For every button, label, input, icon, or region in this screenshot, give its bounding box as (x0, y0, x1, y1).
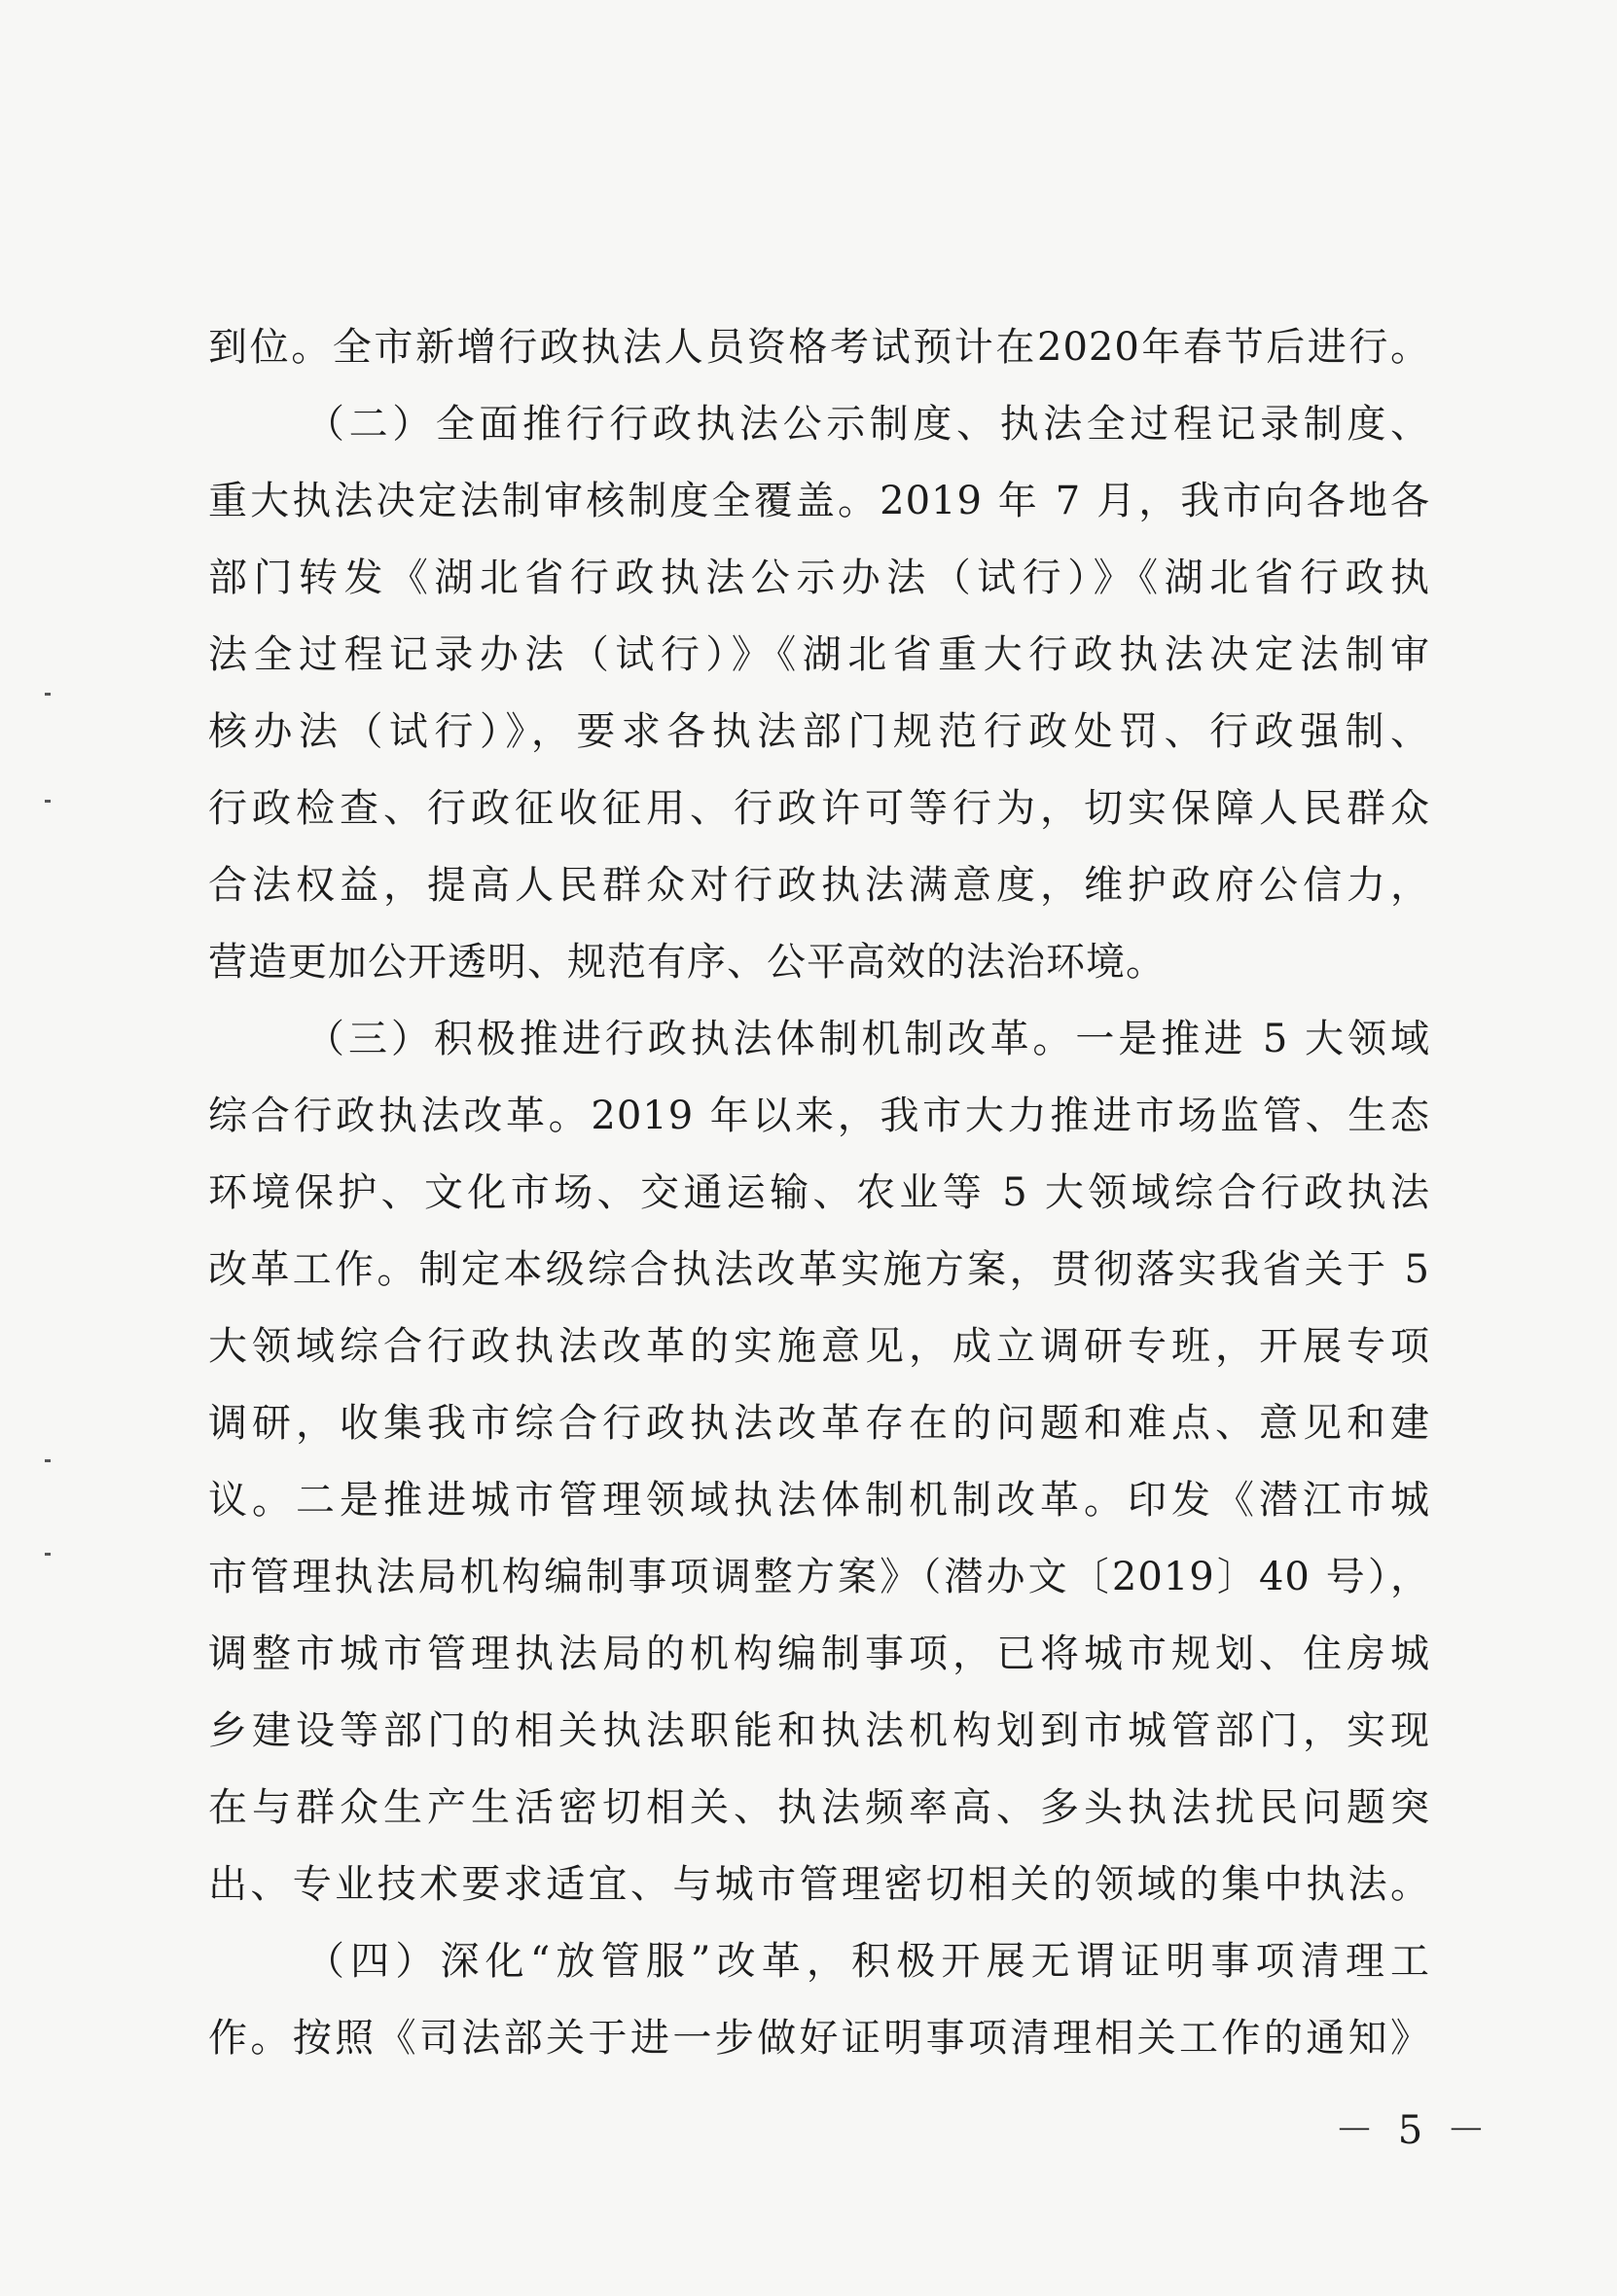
text-line: 作。按照《司法部关于进一步做好证明事项清理相关工作的通知》 (208, 2016, 1430, 2061)
text-line: 出、专业技术要求适宜、与城市管理密切相关的领域的集中执法。 (208, 1862, 1430, 1907)
text-line: 部门转发《湖北省行政执法公示办法（试行）》《湖北省行政执 (208, 556, 1430, 600)
text-line: 大领域综合行政执法改革的实施意见，成立调研专班，开展专项 (208, 1324, 1430, 1369)
text-line: 行政检查、行政征收征用、行政许可等行为，切实保障人民群众 (208, 786, 1430, 831)
section-heading-3: （三）积极推进行政执法体制机制改革。一是推进 5 大领域 (305, 1017, 1430, 1061)
text-line: 调研，收集我市综合行政执法改革存在的问题和难点、意见和建 (208, 1401, 1430, 1446)
text-line: 法全过程记录办法（试行）》《湖北省重大行政执法决定法制审 (208, 632, 1430, 677)
section-heading-2: （二）全面推行行政执法公示制度、执法全过程记录制度、 (305, 402, 1430, 447)
body-text (208, 309, 1430, 2077)
section-heading-4: （四）深化“放管服”改革，积极开展无谓证明事项清理工 (305, 1939, 1430, 1984)
text-line: 环境保护、文化市场、交通运输、农业等 5 大领域综合行政执法 (208, 1170, 1430, 1215)
text-line: 营造更加公开透明、规范有序、公平高效的法治环境。 (208, 940, 1166, 985)
text-line: 调整市城市管理执法局的机构编制事项，已将城市规划、住房城 (208, 1632, 1430, 1676)
margin-mark (45, 693, 51, 696)
text-line: 乡建设等部门的相关执法职能和执法机构划到市城管部门，实现 (208, 1708, 1430, 1753)
text-line: 重大执法决定法制审核制度全覆盖。2019 年 7 月，我市向各地各 (208, 479, 1430, 523)
page-number: － 5 － (1335, 2108, 1491, 2153)
text-line: 到位。全市新增行政执法人员资格考试预计在2020年春节后进行。 (208, 325, 1430, 370)
text-line: 在与群众生产生活密切相关、执法频率高、多头执法扰民问题突 (208, 1785, 1430, 1830)
text-line: 市管理执法局机构编制事项调整方案》（潜办文〔2019〕40 号）， (208, 1555, 1430, 1599)
text-line: 合法权益，提高人民群众对行政执法满意度，维护政府公信力， (208, 863, 1430, 908)
margin-mark (45, 800, 51, 803)
margin-mark (45, 1459, 51, 1462)
text-line: 议。二是推进城市管理领域执法体制机制改革。印发《潜江市城 (208, 1478, 1430, 1523)
text-line: 综合行政执法改革。2019 年以来，我市大力推进市场监管、生态 (208, 1094, 1430, 1138)
text-line: 改革工作。制定本级综合执法改革实施方案，贯彻落实我省关于 5 (208, 1247, 1430, 1292)
margin-mark (45, 1553, 51, 1556)
text-line: 核办法（试行）》，要求各执法部门规范行政处罚、行政强制、 (208, 709, 1430, 754)
